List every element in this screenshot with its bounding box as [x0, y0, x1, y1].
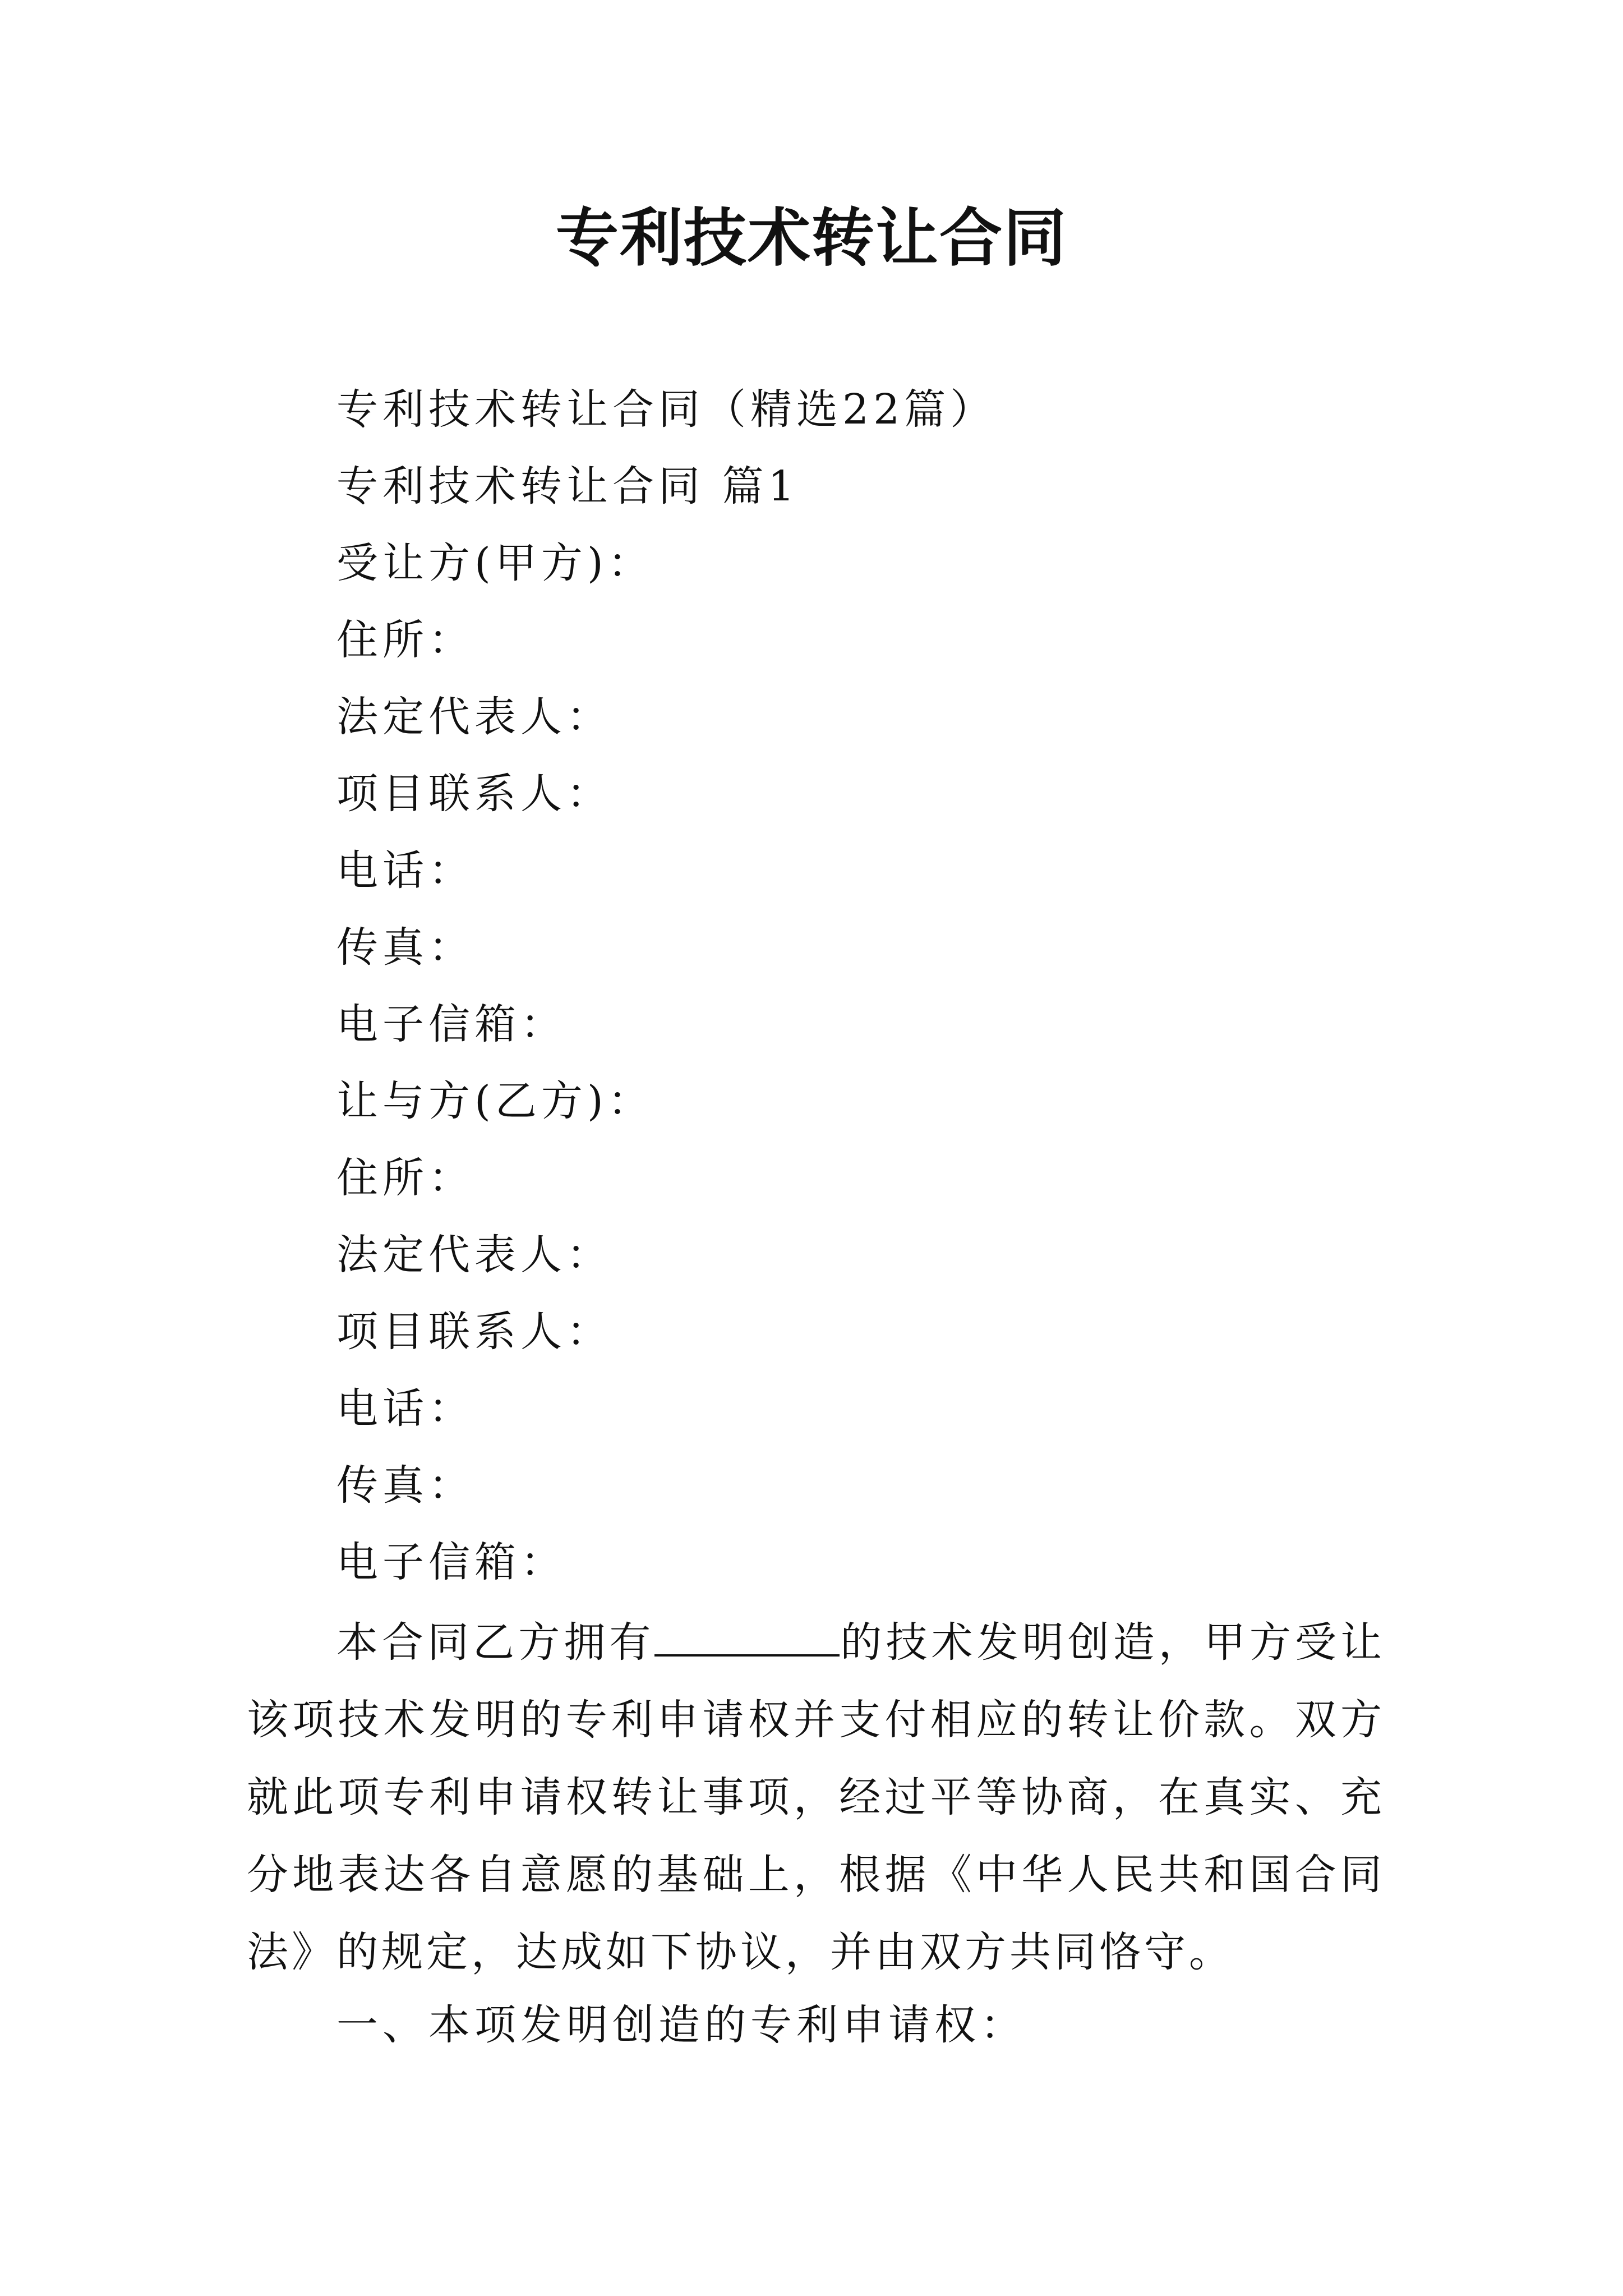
party-b-contact: 项目联系人： [336, 1308, 612, 1356]
party-b-address: 住所： [336, 1154, 474, 1202]
party-a-address: 住所： [336, 616, 474, 664]
document-title: 专利技术转让合同 [556, 202, 1067, 275]
preamble-text-start: 本合同乙方拥有 [336, 1618, 655, 1667]
preamble-text-rest: 的技术发明创造，甲方受让该项技术发明的专利申请权并支付相应的转让价款。双方就此项专利申请权转让事项，经过平等协商，在真实、充分地表达各自意愿的基础上，根据《中华人民共和国合同法》的规定，达成如下协议，并由双方共同恪守。 [247, 1618, 1386, 1976]
party-b-phone: 电话： [336, 1384, 474, 1433]
party-b-legal-rep: 法定代表人： [336, 1231, 612, 1279]
party-a-email: 电子信箱： [336, 1000, 566, 1048]
document-subtitle: 专利技术转让合同（精选22篇） [336, 385, 997, 434]
party-b-fax: 传真： [336, 1461, 474, 1510]
party-a-label: 受让方(甲方)： [336, 539, 654, 587]
party-a-fax: 传真： [336, 923, 474, 972]
party-a-contact: 项目联系人： [336, 770, 612, 818]
party-b-label: 让与方(乙方)： [336, 1077, 654, 1125]
preamble-paragraph [247, 1604, 1385, 1991]
invention-name-blank [654, 1615, 840, 1657]
party-a-legal-rep: 法定代表人： [336, 693, 612, 741]
party-a-phone: 电话： [336, 846, 474, 895]
clause-1-heading: 一、本项发明创造的专利申请权： [336, 2001, 1026, 2049]
section-heading: 专利技术转让合同 篇1 [336, 462, 799, 510]
party-b-email: 电子信箱： [336, 1538, 566, 1586]
